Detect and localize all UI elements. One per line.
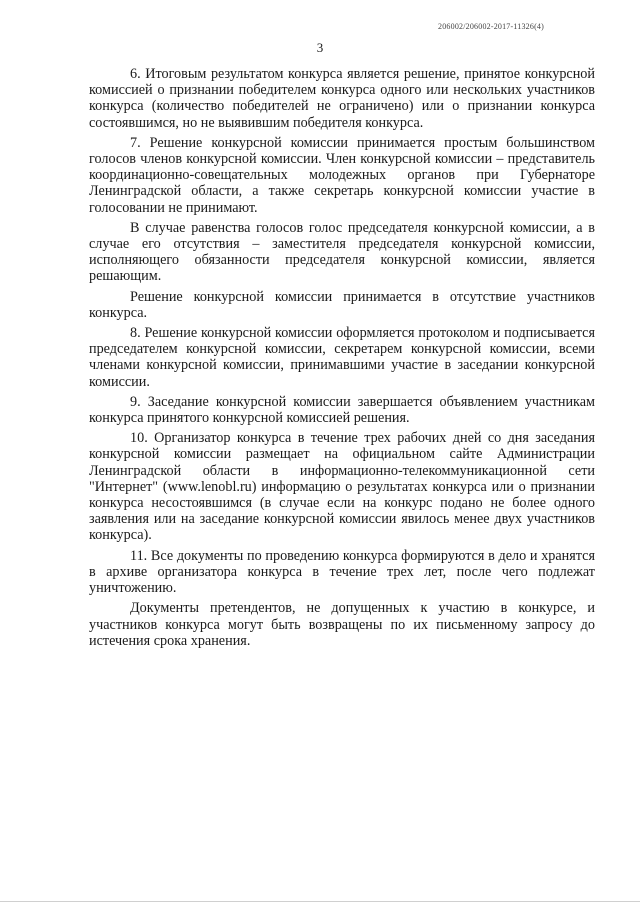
paragraph-item-9: 9. Заседание конкурсной комиссии завершается объявлением участникам конкурса принятого конкурсной комиссией решения. xyxy=(89,393,595,427)
paragraph-item-7: 7. Решение конкурсной комиссии принимается простым большинством голосов членов конкурсной комиссии. Член конкурсной комиссии – представитель координационно-совещательных молодежных органов при Губернаторе Ленинградской области, а также секретарь конкурсной комиссии участие в голосовании не принимают. xyxy=(89,134,595,216)
paragraph-absence: Решение конкурсной комиссии принимается в отсутствие участников конкурса. xyxy=(89,288,595,321)
document-body xyxy=(89,66,595,653)
page-number: 3 xyxy=(316,40,324,55)
document-id: 206002/206002-2017-11326(4) xyxy=(438,22,544,31)
paragraph-item-11: 11. Все документы по проведению конкурса формируются в дело и хранятся в архиве организатора конкурса в течение трех лет, после чего подлежат уничтожению. xyxy=(89,547,595,597)
paragraph-item-6: 6. Итоговым результатом конкурса является решение, принятое конкурсной комиссией о признании победителем конкурса одного или нескольких участников конкурса (количество победителей не ограничено) или о признании конкурса состоявшимся, но не выявившим победителя конкурса. xyxy=(89,66,595,131)
paragraph-documents-return: Документы претендентов, не допущенных к участию в конкурсе, и участников конкурса могут быть возвращены по их письменному запросу до истечения срока хранения. xyxy=(89,600,595,649)
paragraph-item-10: 10. Организатор конкурса в течение трех рабочих дней со дня заседания конкурсной комиссии размещает на официальном сайте Администрации Ленинградской области в информационно-телекоммуникационной сети "Интернет" (www.lenobl.ru) информацию о результатах конкурса или о признании конкурса несостоявшимся (в случае если на конкурс подано не более одного заявления или на заседание конкурсной комиссии явилось менее двух участников конкурса). xyxy=(89,430,595,544)
scan-bottom-edge xyxy=(0,901,640,902)
paragraph-tie-vote: В случае равенства голосов голос председателя конкурсной комиссии, а в случае его отсутствия – заместителя председателя конкурсной комиссии, исполняющего обязанности председателя конкурсной комиссии, является решающим. xyxy=(89,219,595,285)
paragraph-item-8: 8. Решение конкурсной комиссии оформляется протоколом и подписывается председателем конкурсной комиссии, секретарем конкурсной комиссии, всеми членами конкурсной комиссии, принимавшими участие в заседании конкурсной комиссии. xyxy=(89,325,595,390)
